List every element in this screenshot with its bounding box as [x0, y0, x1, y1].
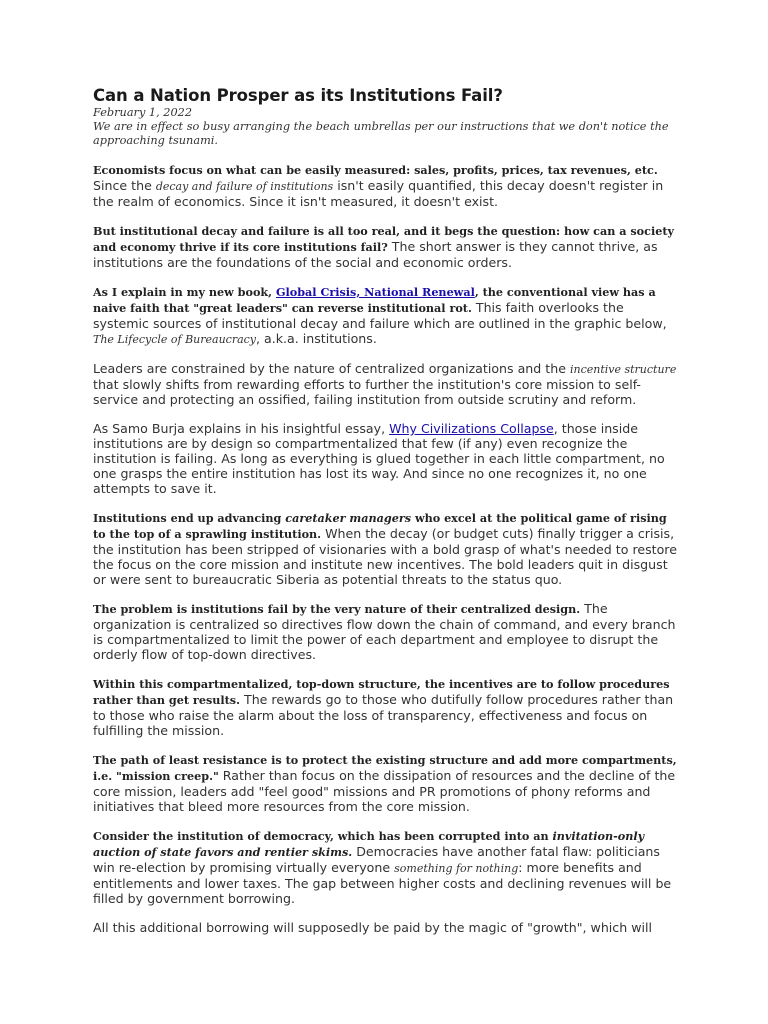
paragraph-2: [93, 223, 677, 270]
body-text: This faith overlooks the systemic sources of institutional decay and failure which are outlined in the graphic below,: [93, 300, 667, 331]
body-text: that slowly shifts from rewarding efforts to further the institution's core mission to self-service and protecting an ossified, failing institution from outside scrutiny and reform.: [93, 377, 641, 407]
body-text: The rewards go to those who dutifully follow procedures rather than to those who raise the alarm about the loss of transparency, effectiveness and focus on fulfilling the mission.: [93, 692, 674, 738]
lead-text-part: , the conventional view has a naive faith that "great leaders" can reverse institutional rot.: [93, 285, 656, 315]
lead-text-part: Institutions end up advancing: [93, 511, 286, 525]
lead-text: Economists focus on what can be easily measured: sales, profits, prices, tax revenues, etc.: [93, 163, 658, 177]
paragraph-1: [93, 162, 677, 209]
lead-text: The path of least resistance is to protect the existing structure and add more compartments, i.e. "mission creep.": [93, 753, 677, 783]
paragraph-4: [93, 361, 677, 407]
body-text: The short answer is they cannot thrive, as institutions are the foundations of the social and economic orders.: [93, 239, 658, 270]
lead-text-part: Consider the institution of democracy, which has been corrupted into an: [93, 829, 553, 843]
emphasis-text: The Lifecycle of Bureaucracy: [93, 333, 257, 346]
emphasis-text: something for nothing: [394, 862, 519, 875]
body-text: : more benefits and entitlements and lower taxes. The gap between higher costs and declining revenues will be filled by government borrowing.: [93, 860, 672, 906]
body-text: All this additional borrowing will supposedly be paid by the magic of "growth", which will: [93, 920, 653, 935]
essay-link[interactable]: Why Civilizations Collapse: [389, 421, 554, 436]
lead-text: Within this compartmentalized, top-down structure, the incentives are to follow procedures rather than get results.: [93, 677, 670, 707]
body-text: When the decay (or budget cuts) finally trigger a crisis, the institution has been stripped of visionaries with a bold grasp of what's needed to restore the focus on the core mission and institute new incentives. The bold leaders quit in disgust or were sent to bureaucratic Siberia as potential threats to the status quo.: [93, 526, 677, 587]
article-title: Can a Nation Prosper as its Institutions Fail?: [93, 86, 503, 105]
body-text: Since the: [93, 178, 156, 193]
lead-text-part: As I explain in my new book,: [93, 285, 276, 299]
lead-text-part: who excel at the political game of rising to the top of a sprawling institution.: [93, 511, 667, 541]
emphasis-text: incentive structure: [569, 363, 677, 376]
paragraph-6: [93, 510, 677, 587]
paragraph-7: [93, 601, 677, 662]
lead-text: But institutional decay and failure is all too real, and it begs the question: how can a society and economy thrive if its core institutions fail?: [93, 224, 674, 254]
body-text: Rather than focus on the dissipation of resources and the decline of the core mission, leaders add "feel good" missions and PR promotions of phony reforms and initiatives that bleed more resources from the core mission.: [93, 768, 676, 814]
lead-text: The problem is institutions fail by the very nature of their centralized design.: [93, 602, 581, 616]
paragraph-10: [93, 828, 677, 906]
article-subtitle: We are in effect so busy arranging the beach umbrellas per our instructions that we don't notice the approaching tsunami.: [93, 120, 669, 147]
article-date: February 1, 2022: [93, 106, 193, 119]
lead-emphasis: caretaker managers: [285, 511, 412, 525]
body-text: , those inside institutions are by design so compartmentalized that few (if any) even recognize the institution is failing. As long as everything is glued together in each little compartment, no one grasps the entire institution has lost its way. And since no one recognizes it, no one attempts to save it.: [93, 421, 665, 496]
book-link[interactable]: Global Crisis, National Renewal: [275, 285, 475, 299]
paragraph-3: [93, 284, 677, 347]
paragraph-9: [93, 752, 677, 814]
body-text: As Samo Burja explains in his insightful essay,: [93, 421, 390, 436]
body-text: The organization is centralized so directives flow down the chain of command, and every branch is compartmentalized to limit the power of each department and employee to disrupt the orderly flow of top-down directives.: [93, 601, 676, 662]
article: [93, 86, 677, 935]
body-text: Democracies have another fatal flaw: politicians win re-election by promising virtually everyone: [93, 844, 660, 875]
emphasis-text: decay and failure of institutions: [155, 180, 334, 193]
body-text: , a.k.a. institutions.: [256, 331, 377, 346]
body-text: Leaders are constrained by the nature of centralized organizations and the: [93, 361, 570, 376]
lead-emphasis: invitation-only auction of state favors and rentier skims.: [93, 829, 645, 859]
body-text: isn't easily quantified, this decay doesn't register in the realm of economics. Since it isn't measured, it doesn't exist.: [93, 178, 664, 209]
paragraph-11: [93, 920, 677, 935]
paragraph-5: [93, 421, 677, 496]
paragraph-8: [93, 676, 677, 738]
